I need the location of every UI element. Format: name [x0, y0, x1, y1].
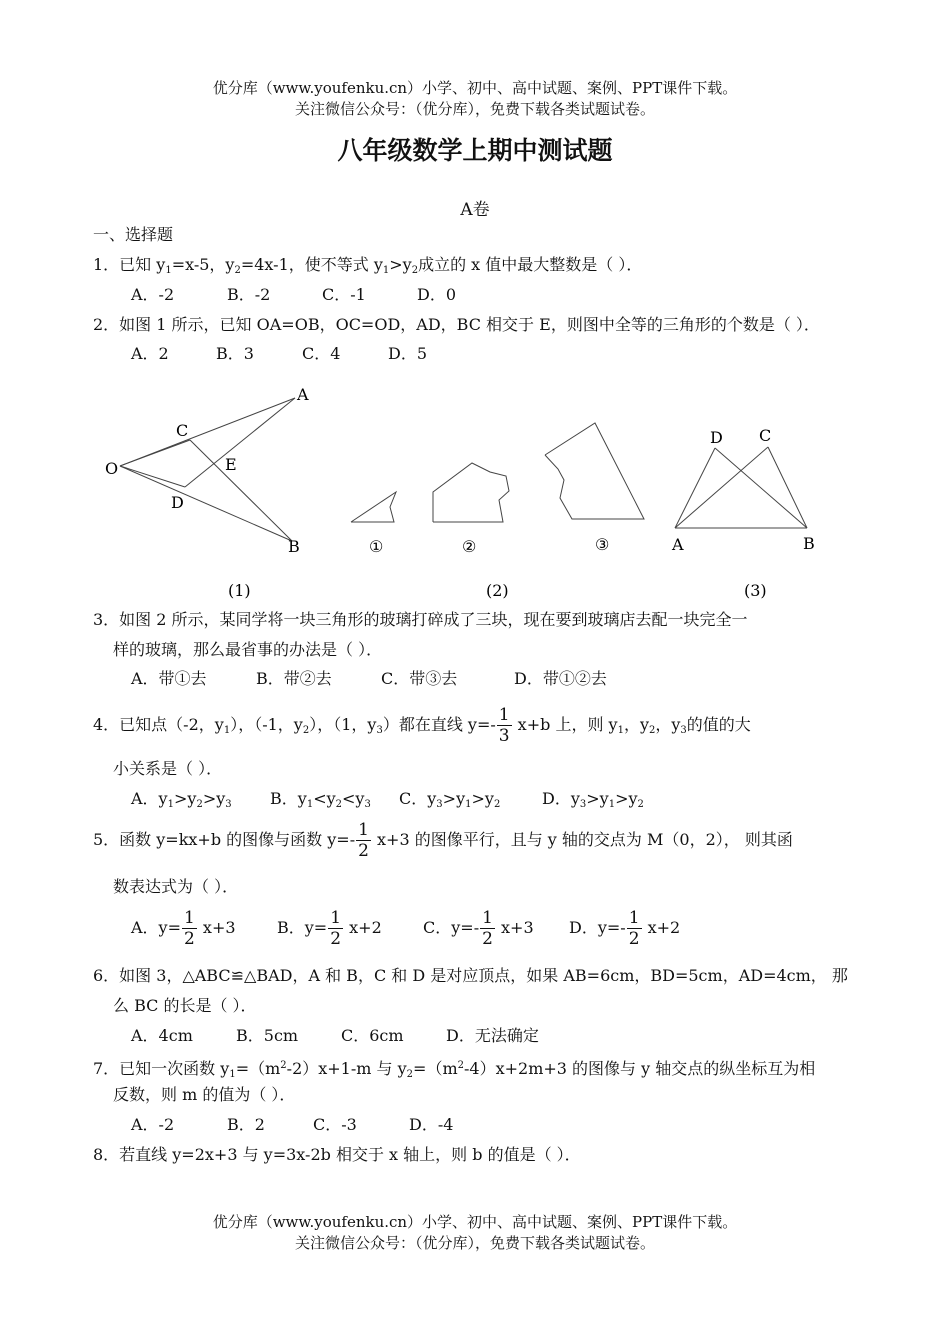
figure-3-diagram: [675, 447, 807, 528]
q3-option-a: A．带①去: [131, 669, 207, 688]
question-4-line-2: 小关系是（ ）．: [113, 759, 223, 778]
footer-line-1: 优分库（www.youfenku.cn）小学、初中、高中试题、案例、PPT课件下载。: [212, 1213, 738, 1231]
q1-option-a: A．-2: [131, 285, 175, 304]
q3-option-c: C．带③去: [381, 669, 458, 688]
fraction: $\frac{1}{2}$: [330, 908, 342, 949]
fraction: $\frac{1}{2}$: [184, 908, 195, 949]
section-title: A卷: [460, 200, 490, 220]
fig1-label-d: D: [171, 493, 184, 512]
page-title: 八年级数学上期中测试题: [337, 136, 613, 165]
q3-option-b: B．带②去: [256, 669, 332, 688]
fraction: $\frac{1}{2}$: [628, 908, 640, 949]
question-1: 1．已知 $y_1=x-5$，$y_2=4x-1$，使不等式 $y_1>y_2$成立的 x 值中最大整数是（ ）．: [93, 255, 643, 276]
q2-option-b: B．3: [216, 344, 254, 363]
q6-option-a: A．4cm: [131, 1026, 193, 1045]
question-3-line-2: 样的玻璃，那么最省事的办法是（ ）．: [113, 640, 383, 659]
question-7-line-2: 反数，则 m 的值为（ ）．: [113, 1085, 296, 1104]
q5-option-d: D．y=- $\frac{1}{2}$ x+2: [569, 908, 681, 949]
fig3-label-c: C: [759, 426, 772, 445]
q1-option-d: D．0: [417, 285, 457, 304]
q1-option-b: B．-2: [227, 285, 271, 304]
q7-option-b: B．2: [227, 1115, 265, 1134]
q6-option-c: C．6cm: [341, 1026, 404, 1045]
fig1-label-e: E: [225, 455, 237, 474]
q2-option-c: C．4: [302, 344, 341, 363]
header-line-1: 优分库（www.youfenku.cn）小学、初中、高中试题、案例、PPT课件下载。: [212, 79, 738, 97]
q1-option-c: C．-1: [322, 285, 366, 304]
figure-1-diagram: [120, 398, 295, 541]
figure-1-caption: (1): [228, 581, 251, 600]
fig2-label-piece-2: ②: [462, 537, 477, 556]
part-heading: 一、选择题: [93, 225, 174, 244]
q5-option-c: C．y=- $\frac{1}{2}$ x+3: [423, 908, 534, 949]
question-4-line-1: 4．已知点（-2，$y_1$），（-1，$y_2$），（1，$y_3$）都在直线 y=- $\frac{1}{3}$ x+b 上，则 $y_1$，$y_2$，$y_3$的值的大: [93, 705, 751, 746]
q3-option-d: D．带①②去: [514, 669, 607, 688]
figure-2-caption: (2): [486, 581, 509, 600]
q5-option-b: B．y= $\frac{1}{2}$ x+2: [277, 908, 382, 949]
question-7-line-1: 7．已知一次函数 $y_1=(m^2-2)x+1-m$ 与 $y_2=(m^2-4)x+2m+3$ 的图像与 y 轴交点的纵坐标互为相: [93, 1059, 816, 1080]
figure-2-diagram: [351, 423, 644, 522]
q7-option-c: C．-3: [313, 1115, 357, 1134]
q4-option-d: D．$y_3>y_1>y_2$: [542, 789, 644, 810]
q5-option-a: A．y= $\frac{1}{2}$ x+3: [131, 908, 236, 949]
q7-option-d: D．-4: [409, 1115, 454, 1134]
question-6-line-2: 么 BC 的长是（ ）．: [113, 996, 257, 1015]
fig2-label-piece-3: ③: [595, 535, 610, 554]
footer-line-2: 关注微信公众号：（优分库），免费下载各类试题试卷。: [294, 1234, 655, 1252]
fraction: $\frac{1}{3}$: [498, 705, 510, 746]
question-3-line-1: 3．如图 2 所示，某同学将一块三角形的玻璃打碎成了三块，现在要到玻璃店去配一块完全一: [93, 610, 748, 629]
q4-option-b: B．$y_1<y_2<y_3$: [270, 789, 371, 810]
fig3-label-b: B: [803, 534, 815, 553]
question-2: 2．如图 1 所示，已知 OA=OB，OC=OD，AD，BC 相交于 E，则图中全等的三角形的个数是（ ）．: [93, 315, 820, 334]
header-line-2: 关注微信公众号：（优分库），免费下载各类试题试卷。: [294, 100, 655, 118]
fig1-label-a: A: [297, 385, 309, 404]
q6-option-b: B．5cm: [236, 1026, 299, 1045]
question-5-line-1: 5．函数 y=kx+b 的图像与函数 y=- $\frac{1}{2}$ x+3 的图像平行，且与 y 轴的交点为 M（0，2）， 则其函: [93, 820, 793, 861]
fraction: $\frac{1}{2}$: [358, 820, 369, 861]
q2-option-a: A．2: [131, 344, 169, 363]
fig2-label-piece-1: ①: [369, 537, 384, 556]
question-8: 8．若直线 y=2x+3 与 y=3x-2b 相交于 x 轴上，则 b 的值是（ ）．: [93, 1145, 581, 1164]
figures: [0, 0, 950, 610]
q2-option-d: D．5: [388, 344, 428, 363]
fig3-label-a: A: [672, 535, 684, 554]
fig3-label-d: D: [710, 428, 723, 447]
fig1-label-o: O: [105, 459, 119, 478]
question-5-line-2: 数表达式为（ ）．: [113, 877, 239, 896]
question-6-line-1: 6．如图 3，△ABC≌△BAD，A 和 B，C 和 D 是对应顶点，如果 AB=6cm，BD=5cm，AD=4cm， 那: [93, 966, 848, 985]
figure-3-caption: (3): [744, 581, 767, 600]
fig1-label-b: B: [288, 537, 300, 556]
q7-option-a: A．-2: [131, 1115, 175, 1134]
fig1-label-c: C: [176, 421, 189, 440]
q4-option-a: A．$y_1>y_2>y_3$: [131, 789, 232, 810]
fraction: $\frac{1}{2}$: [482, 908, 493, 949]
q6-option-d: D．无法确定: [446, 1026, 539, 1045]
q4-option-c: C．$y_3>y_1>y_2$: [399, 789, 501, 810]
